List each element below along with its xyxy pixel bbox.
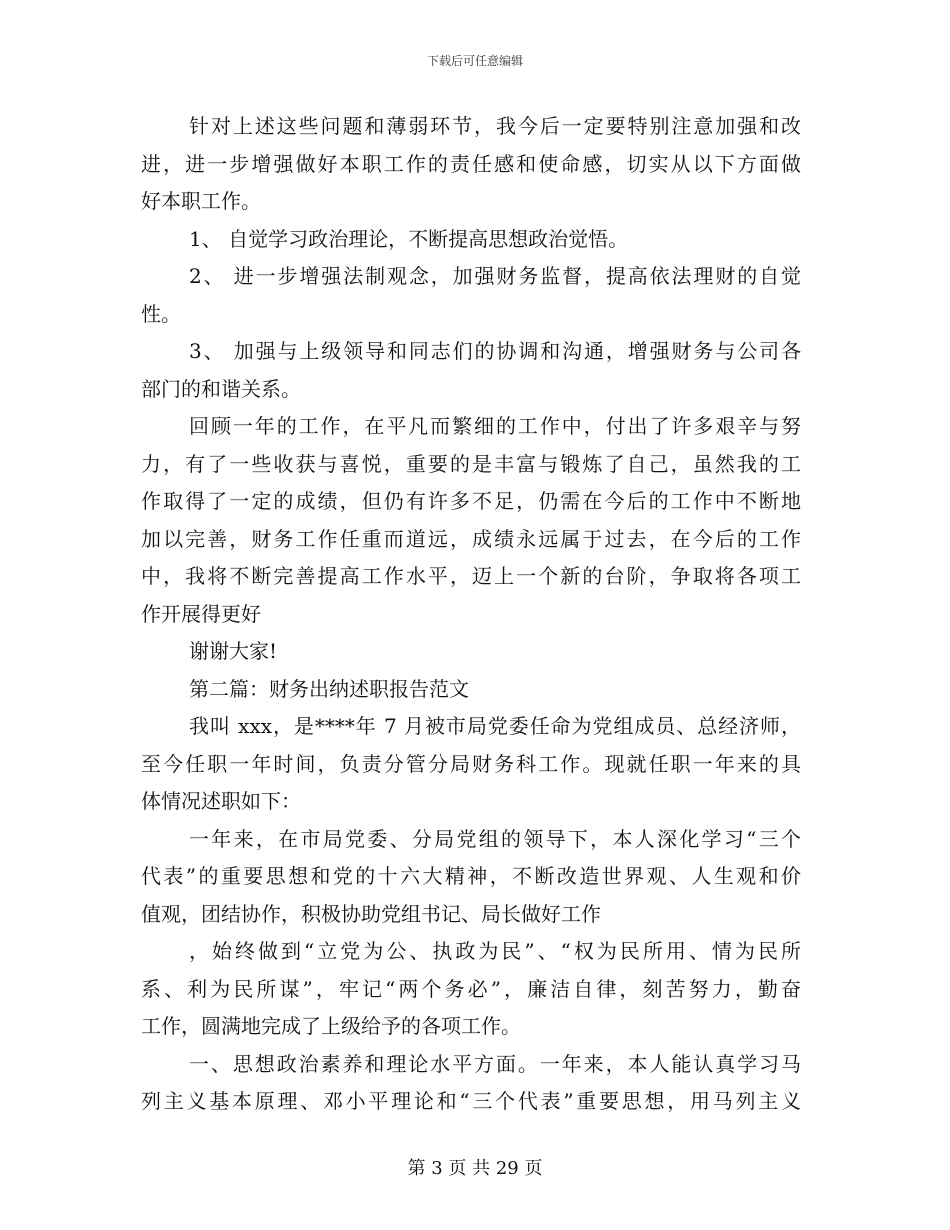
text-line: 体情况述职如下： [141,789,301,813]
text-line: 3、 加强与上级领导和同志们的协调和沟通，增强财务与公司各 [189,339,801,363]
text-line: 加以完善，财务工作任重而道远，成绩永远属于过去，在今后的工作 [141,526,801,551]
text-line: 进，进一步增强做好本职工作的责任感和使命感，切实从以下方面做 [141,151,801,176]
text-line: 值观，团结协作，积极协助党组书记、局长做好工作 [141,901,601,926]
text-line: 一、思想政治素养和理论水平方面。一年来，本人能认真学习马 [189,1051,801,1076]
text-line: 列主义基本原理、邓小平理论和“三个代表”重要思想，用马列主义 [141,1089,801,1113]
text-line: 2、 进一步增强法制观念，加强财务监督，提高依法理财的自觉 [189,264,801,288]
text-line: 我叫 xxx，是****年 7 月被市局党委任命为党组成员、总经济师， [189,714,801,738]
page-footer: 第 3 页 共 29 页 [407,1158,543,1179]
text-line: ，始终做到“立党为公、执政为民”、“权为民所用、情为民所 [189,939,801,963]
text-line: 力，有了一些收获与喜悦，重要的是丰富与锻炼了自己，虽然我的工 [141,451,801,476]
text-line: 一年来，在市局党委、分局党组的领导下，本人深化学习“三个 [189,826,801,851]
text-line: 系、利为民所谋”，牢记“两个务必”，廉洁自律，刻苦努力，勤奋 [141,976,801,1001]
text-line: 第二篇：财务出纳述职报告范文 [189,676,469,701]
text-line: 回顾一年的工作，在平凡而繁细的工作中，付出了许多艰辛与努 [189,414,801,438]
page-header: 下载后可任意编辑 [426,54,523,68]
text-line: 针对上述这些问题和薄弱环节，我今后一定要特别注意加强和改 [189,114,801,138]
text-line: 至今任职一年时间，负责分管分局财务科工作。现就任职一年来的具 [141,751,801,776]
text-line: 性。 [141,301,181,326]
text-line: 工作，圆满地完成了上级给予的各项工作。 [141,1014,521,1038]
document-body [141,108,801,1121]
text-line: 代表”的重要思想和党的十六大精神，不断改造世界观、人生观和价 [141,864,801,888]
text-line: 作取得了一定的成绩，但仍有许多不足，仍需在今后的工作中不断地 [141,489,801,513]
text-line: 1、 自觉学习政治理论，不断提高思想政治觉悟。 [189,226,629,251]
text-line: 中，我将不断完善提高工作水平，迈上一个新的台阶，争取将各项工 [141,564,801,588]
text-line: 好本职工作。 [141,189,261,213]
text-line: 谢谢大家! [189,639,278,663]
text-line: 作开展得更好 [141,601,261,626]
text-line: 部门的和谐关系。 [141,376,301,401]
